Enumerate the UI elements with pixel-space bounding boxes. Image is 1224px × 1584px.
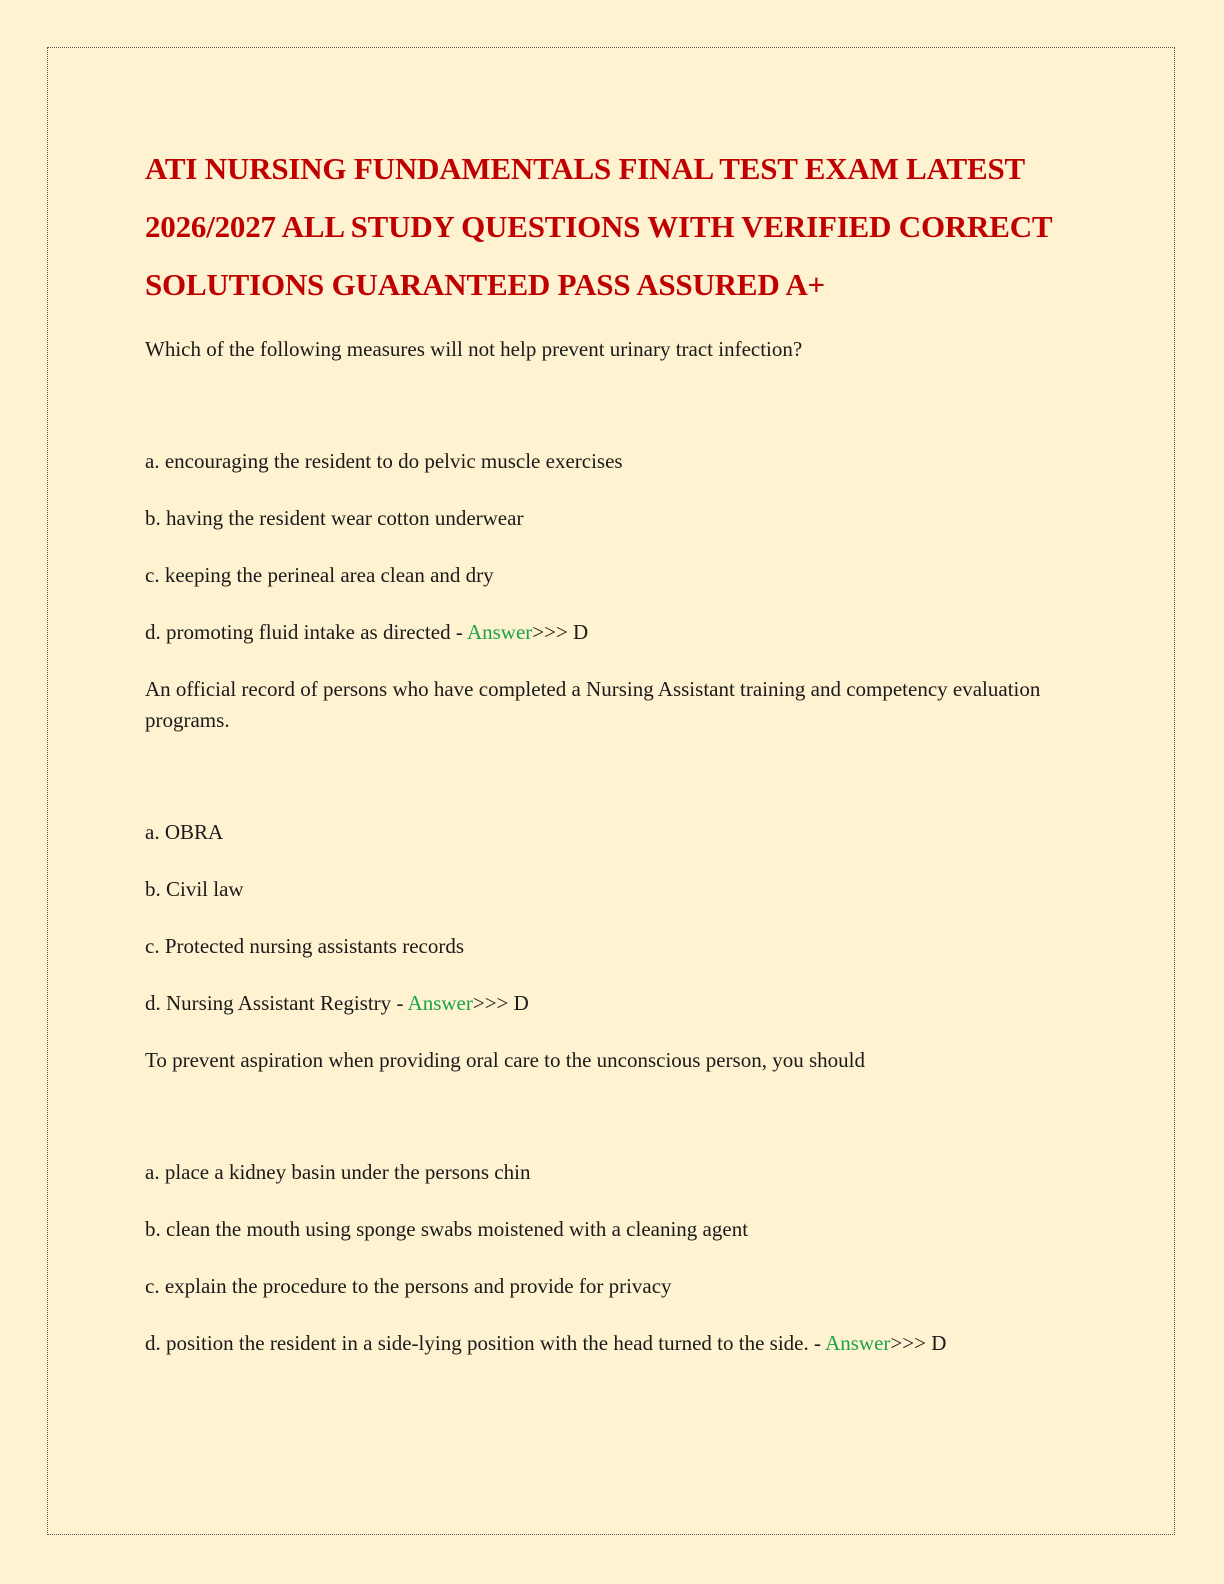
option-text: d. position the resident in a side-lying position with the head turned to the side.: [145, 1331, 809, 1355]
answer-value: D: [573, 620, 589, 644]
answer-label: Answer: [825, 1331, 891, 1355]
question-2-option-b: b. Civil law: [145, 877, 244, 901]
question-2-option-d: [145, 988, 1085, 1019]
answer-value: D: [513, 991, 529, 1015]
question-2-option-c: c. Protected nursing assistants records: [145, 934, 465, 958]
answer-separator: -: [391, 991, 408, 1015]
question-1-text: Which of the following measures will not help prevent urinary tract infection?: [145, 337, 803, 361]
document-title: ATI NURSING FUNDAMENTALS FINAL TEST EXAM LATEST 2026/2027 ALL STUDY QUESTIONS WITH VERIFIED CORRECT SOLUTIONS GUARANTEED PASS ASSURED A+: [145, 151, 1052, 302]
question-1-option-c: c. keeping the perineal area clean and dry: [145, 563, 494, 587]
answer-label: Answer: [466, 620, 533, 644]
question-1-option-a: a. encouraging the resident to do pelvic muscle exercises: [145, 449, 623, 473]
answer-value: D: [931, 1331, 947, 1355]
answer-separator: -: [808, 1331, 826, 1355]
question-3-option-c: c. explain the procedure to the persons and provide for privacy: [145, 1274, 672, 1298]
answer-separator: -: [450, 620, 467, 644]
question-3-option-d: [145, 1328, 1085, 1359]
question-3-text: To prevent aspiration when providing oral care to the unconscious person, you should: [145, 1048, 865, 1072]
answer-label: Answer: [407, 991, 473, 1015]
option-text: d. promoting fluid intake as directed: [145, 620, 451, 644]
answer-arrows: >>>: [890, 1331, 932, 1355]
question-1-option-d: [145, 617, 1085, 648]
option-text: d. Nursing Assistant Registry: [145, 991, 392, 1015]
answer-arrows: >>>: [472, 991, 514, 1015]
question-2-text: An official record of persons who have completed a Nursing Assistant training and competency evaluation programs.: [145, 677, 1041, 732]
question-2-option-a: a. OBRA: [145, 820, 224, 844]
question-1-option-b: b. having the resident wear cotton underwear: [145, 506, 524, 530]
question-3-option-a: a. place a kidney basin under the persons chin: [145, 1160, 531, 1184]
document-content: [145, 140, 1085, 1359]
answer-arrows: >>>: [532, 620, 574, 644]
question-3-option-b: b. clean the mouth using sponge swabs moistened with a cleaning agent: [145, 1217, 749, 1241]
